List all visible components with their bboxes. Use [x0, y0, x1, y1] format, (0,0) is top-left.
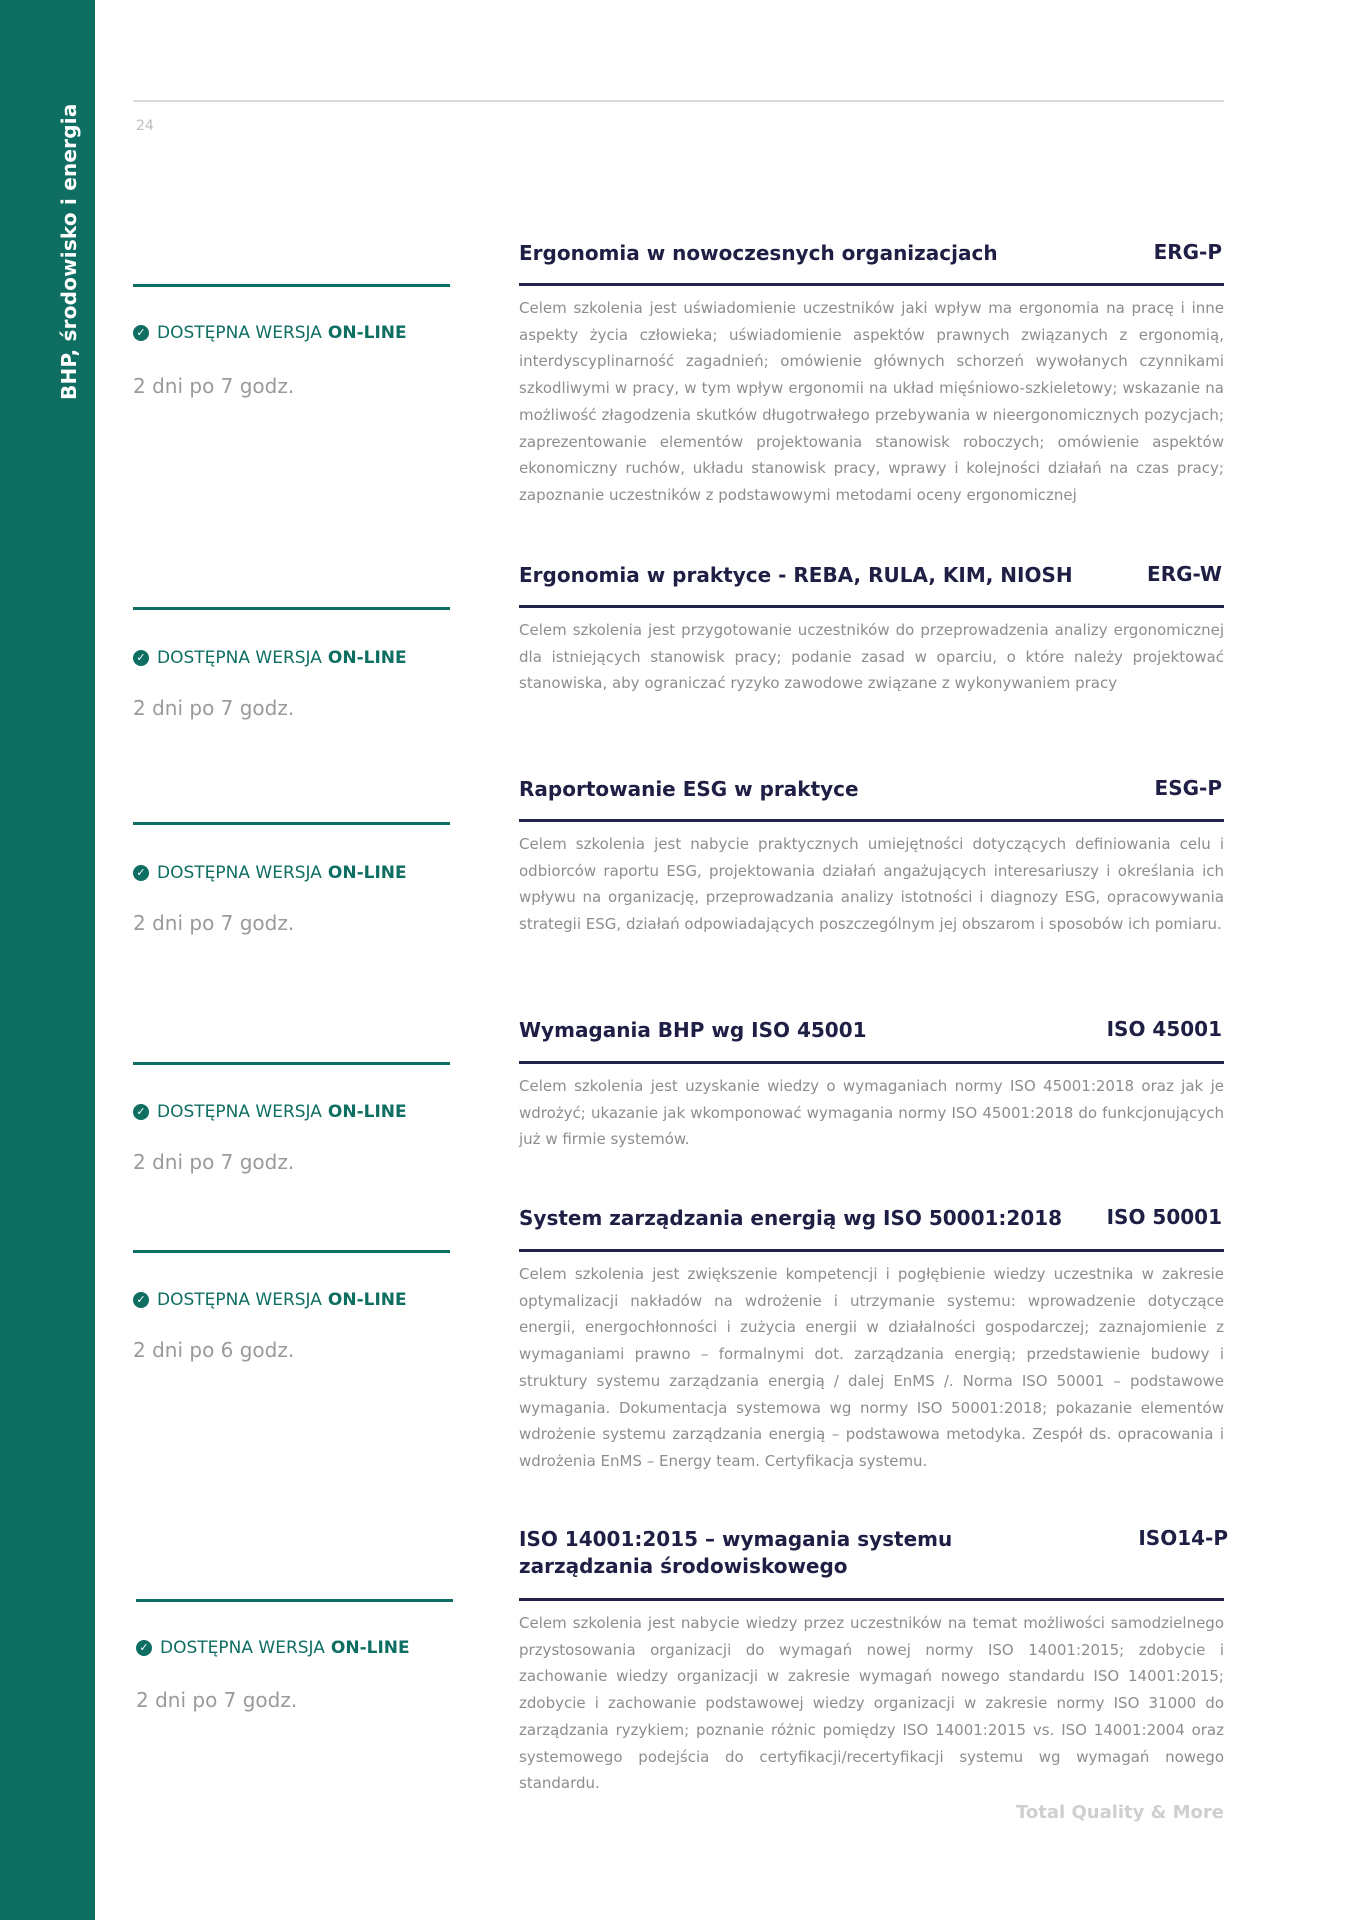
course-title: Ergonomia w nowoczesnych organizacjach [519, 241, 998, 265]
course-code: ISO14-P [1138, 1526, 1228, 1550]
online-badge: ✓ DOSTĘPNA WERSJA ON-LINE [133, 648, 407, 668]
check-circle-icon: ✓ [133, 1104, 149, 1120]
title-divider [519, 819, 1224, 822]
check-circle-icon: ✓ [133, 1292, 149, 1308]
course-title: Raportowanie ESG w praktyce [519, 777, 859, 801]
top-divider [133, 100, 1224, 102]
course-code: ERG-W [1147, 562, 1222, 586]
page-number: 24 [136, 118, 154, 134]
check-circle-icon: ✓ [136, 1640, 152, 1656]
sidebar-band [0, 0, 95, 1920]
course-duration: 2 dni po 7 godz. [136, 1688, 298, 1712]
check-circle-icon: ✓ [133, 325, 149, 341]
course-description: Celem szkolenia jest uświadomienie uczestników jaki wpływ ma ergonomia na pracę i inne aspekty życia człowieka; uświadomienie aspektów prawnych związanych z ergonomią, interdyscyplinarność zagadnień; omówienie głównych schorzeń wywołanych czynnikami szkodliwymi w pracy, w tym wpływ ergonomii na układ mięśniowo-szkieletowy; wskazanie na możliwość złagodzenia skutków długotrwałego przebywania w nieergonomicznych pozycjach; zaprezentowanie elementów projektowania stanowisk roboczych; omówienie aspektów ekonomiczny ruchów, układu stanowisk pracy, wprawy i kolejności działań na czas pracy; zapoznanie uczestników z podstawowymi metodami oceny ergonomicznej [519, 299, 1224, 504]
side-divider [133, 1250, 450, 1253]
course-code: ESG-P [1154, 776, 1222, 800]
course-code: ERG-P [1153, 240, 1222, 264]
side-divider [133, 822, 450, 825]
title-divider [519, 605, 1224, 608]
title-divider [519, 1061, 1224, 1064]
side-divider [136, 1599, 453, 1602]
section-title: BHP, środowisko i energia [57, 103, 81, 400]
course-title: Wymagania BHP wg ISO 45001 [519, 1018, 867, 1042]
course-duration: 2 dni po 7 godz. [133, 1150, 295, 1174]
course-duration: 2 dni po 7 godz. [133, 911, 295, 935]
course-description: Celem szkolenia jest nabycie praktycznych umiejętności dotyczących definiowania celu i odbiorców raportu ESG, projektowania działań angażujących interesariuszy i określania ich wpływu na organizację, przeprowadzania analizy istotności i diagnozy ESG, opracowywania strategii ESG, działań odpowiadających poszczególnym jej obszarom i sposobów ich pomiaru. [519, 835, 1224, 934]
course-duration: 2 dni po 7 godz. [133, 374, 295, 398]
course-duration: 2 dni po 6 godz. [133, 1338, 295, 1362]
online-badge: ✓ DOSTĘPNA WERSJA ON-LINE [133, 323, 407, 343]
course-title: ISO 14001:2015 – wymagania systemu zarządzania środowiskowego [519, 1527, 953, 1578]
side-divider [133, 607, 450, 610]
course-description: Celem szkolenia jest nabycie wiedzy przez uczestników na temat możliwości samodzielnego przystosowania organizacji do wymagań nowej normy ISO 14001:2015; zdobycie i zachowanie wiedzy organizacji w zakresie wymagań nowego standardu ISO 14001:2015; zdobycie i zachowanie podstawowej wiedzy organizacji w zakresie normy ISO 31000 do zarządzania ryzykiem; poznanie różnic pomiędzy ISO 14001:2015 vs. ISO 14001:2004 oraz systemowego podejścia do certyfikacji/recertyfikacji systemu wg wymagań nowego standardu. [519, 1614, 1224, 1793]
course-code: ISO 50001 [1106, 1205, 1222, 1229]
course-description: Celem szkolenia jest uzyskanie wiedzy o wymaganiach normy ISO 45001:2018 oraz jak je wdrożyć; ukazanie jak wkomponować wymagania normy ISO 45001:2018 do funkcjonujących już w firmie systemów. [519, 1077, 1224, 1149]
course-title: Ergonomia w praktyce - REBA, RULA, KIM, NIOSH [519, 563, 1073, 587]
footer-brand: Total Quality & More [1016, 1802, 1224, 1823]
course-title: System zarządzania energią wg ISO 50001:2018 [519, 1206, 1063, 1230]
title-divider [519, 1249, 1224, 1252]
title-divider [519, 283, 1224, 286]
online-badge: ✓ DOSTĘPNA WERSJA ON-LINE [133, 863, 407, 883]
course-description: Celem szkolenia jest zwiększenie kompetencji i pogłębienie wiedzy uczestnika w zakresie optymalizacji nakładów na wdrożenie i utrzymanie systemu: wprowadzenie dotyczące energii, energochłonności i zużycia energii w działalności gospodarczej; zaznajomienie z wymaganiami prawno – formalnymi dot. zarządzania energią; przedstawienie budowy i struktury systemu zarządzania energią / dalej EnMS /. Norma ISO 50001 – podstawowe wymagania. Dokumentacja systemowa wg normy ISO 50001:2018; pokazanie elementów wdrożenie systemu zarządzania energią – podstawowa metodyka. Zespół ds. opracowania i wdrożenia EnMS – Energy team. Certyfikacja systemu. [519, 1265, 1224, 1470]
course-code: ISO 45001 [1106, 1017, 1222, 1041]
online-badge: ✓ DOSTĘPNA WERSJA ON-LINE [133, 1290, 407, 1310]
title-divider [519, 1598, 1224, 1601]
check-circle-icon: ✓ [133, 650, 149, 666]
check-circle-icon: ✓ [133, 865, 149, 881]
course-description: Celem szkolenia jest przygotowanie uczestników do przeprowadzenia analizy ergonomicznej dla istniejących stanowisk pracy; podanie zasad w oparciu, o które należy projektować stanowiska, aby ograniczać ryzyko zawodowe związane z wykonywaniem pracy [519, 621, 1224, 693]
online-badge: ✓ DOSTĘPNA WERSJA ON-LINE [133, 1102, 407, 1122]
online-badge: ✓ DOSTĘPNA WERSJA ON-LINE [136, 1638, 410, 1658]
side-divider [133, 1062, 450, 1065]
side-divider [133, 284, 450, 287]
course-duration: 2 dni po 7 godz. [133, 696, 295, 720]
